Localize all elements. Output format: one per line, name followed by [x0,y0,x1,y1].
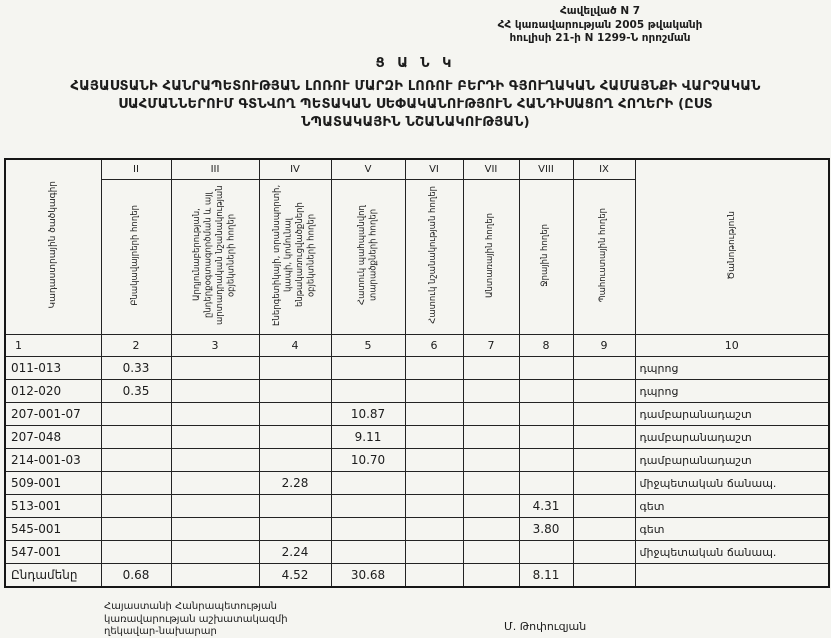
roman-numeral: VII [463,159,519,180]
header-industrial-lands-label: Արդյունաբերության, ընդերքօգտագործման և այլ արտադրական նշանակության օբյեկտների հողեր [192,185,237,325]
cell-cadastral-code: 545-001 [5,518,101,541]
header-reserve-lands [573,180,635,335]
cell-area-value [405,426,463,449]
column-number: 8 [519,335,573,357]
header-special-purpose-lands-label: Հատուկ նշանակության հողեր [428,186,439,324]
header-cadastral-code-label: Կադաստրային ծածկագիր [48,181,59,309]
appendix-header [372,5,828,46]
cell-area-value: 30.68 [331,564,405,588]
cell-area-value: 2.24 [259,541,331,564]
cell-area-value: 4.31 [519,495,573,518]
cell-area-value [259,380,331,403]
cell-area-value [101,403,171,426]
footer-line-3: ղեկավար-նախարար [104,626,217,637]
header-settlement-lands-label: Բնակավայրերի հողեր [130,204,141,306]
cell-area-value [331,357,405,380]
cell-area-value [463,495,519,518]
cell-area-value [463,403,519,426]
cell-area-value: 4.52 [259,564,331,588]
header-protected-areas-lands-label: Հատուկ պահպանվող տարածքների հողեր [356,205,378,305]
header-reserve-lands-label: Պահուստային հողեր [598,207,609,303]
cell-area-value [463,518,519,541]
cell-area-value [405,495,463,518]
cell-area-value [101,518,171,541]
cell-area-value [259,357,331,380]
cell-note: դամբարանադաշտ [635,426,829,449]
cell-area-value [259,426,331,449]
roman-numeral: V [331,159,405,180]
cell-area-value [463,449,519,472]
title-block [0,56,831,133]
header-energy-transport-lands-label: Էներգետիկայի, տրանսպորտի, կապի, կոմունալ ենթակառուցվածքների օբյեկտների հողեր [272,184,317,326]
cell-area-value [171,357,259,380]
cell-area-value [331,472,405,495]
cell-area-value [463,564,519,588]
footer-line-1: Հայաստանի Հանրապետության [104,601,278,612]
cell-area-value [573,564,635,588]
appendix-line-3: հուլիսի 21-ի N 1299-Ն որոշման [509,32,691,45]
cell-area-value [573,449,635,472]
table-row [5,495,829,518]
header-forest-lands [463,180,519,335]
cell-area-value [331,380,405,403]
roman-numeral: VIII [519,159,573,180]
header-forest-lands-label: Անտառային հողեր [485,212,496,298]
column-number: 10 [635,335,829,357]
cell-area-value [405,518,463,541]
cell-area-value [101,541,171,564]
header-note [635,159,829,335]
document-subtitle-line-3: ՆՊԱՏԱԿԱՅԻՆ ՆՇԱՆԱԿՈՒԹՅԱՆ) [301,115,530,131]
cell-area-value [573,495,635,518]
table-row [5,472,829,495]
column-number: 9 [573,335,635,357]
cell-area-value [573,518,635,541]
table-row [5,380,829,403]
roman-numeral: IX [573,159,635,180]
cell-area-value [405,449,463,472]
cell-area-value [573,403,635,426]
cell-cadastral-code: 012-020 [5,380,101,403]
header-energy-transport-lands [259,180,331,335]
cell-note: միջպետական ճանապ. [635,541,829,564]
header-cadastral-code [5,159,101,335]
cell-area-value [463,380,519,403]
cell-area-value [331,495,405,518]
cell-cadastral-code: Ընդամենը [5,564,101,588]
state-lands-table [4,158,830,588]
cell-area-value [171,380,259,403]
cell-area-value [259,403,331,426]
cell-cadastral-code: 513-001 [5,495,101,518]
cell-area-value: 2.28 [259,472,331,495]
cell-area-value [573,380,635,403]
cell-area-value [573,472,635,495]
cell-area-value [259,449,331,472]
cell-area-value [171,449,259,472]
column-number: 3 [171,335,259,357]
cell-area-value [101,495,171,518]
cell-area-value [405,472,463,495]
cell-area-value [573,541,635,564]
cell-note: գետ [635,495,829,518]
cell-area-value [463,541,519,564]
roman-numeral: VI [405,159,463,180]
cell-area-value [519,449,573,472]
column-number-row [5,335,829,357]
table-row [5,449,829,472]
cell-cadastral-code: 011-013 [5,357,101,380]
cell-area-value: 10.70 [331,449,405,472]
column-number: 4 [259,335,331,357]
appendix-line-2: ՀՀ կառավարության 2005 թվականի [497,18,703,31]
cell-area-value [463,472,519,495]
cell-area-value [519,426,573,449]
cell-note: գետ [635,518,829,541]
cell-area-value [171,541,259,564]
roman-numeral: IV [259,159,331,180]
cell-area-value [573,357,635,380]
footer-signatory-block [104,601,288,638]
header-water-lands [519,180,573,335]
cell-area-value [463,357,519,380]
cell-area-value: 9.11 [331,426,405,449]
cell-area-value [171,518,259,541]
cell-cadastral-code: 547-001 [5,541,101,564]
table-row [5,426,829,449]
cell-area-value [101,449,171,472]
cell-area-value [519,357,573,380]
document-subtitle-line-1: ՀԱՅԱՍՏԱՆԻ ՀԱՆՐԱՊԵՏՈՒԹՅԱՆ ԼՈՌՈՒ ՄԱՐԶԻ ԼՈՌՈՒ ԲԵՐԴԻ ԳՅՈՒՂԱԿԱՆ ՀԱՄԱՅՆՔԻ ՎԱՐՉԱԿԱՆ [70,79,761,94]
header-industrial-lands [171,180,259,335]
roman-numeral: III [171,159,259,180]
cell-cadastral-code: 509-001 [5,472,101,495]
cell-area-value [519,472,573,495]
cell-note: դամբարանադաշտ [635,449,829,472]
cell-area-value [331,518,405,541]
column-number: 1 [5,335,101,357]
cell-area-value [259,518,331,541]
cell-note [635,564,829,588]
cell-area-value: 3.80 [519,518,573,541]
table-row [5,357,829,380]
cell-area-value [463,426,519,449]
header-water-lands-label: Ջրային հողեր [540,223,551,287]
cell-area-value [171,472,259,495]
cell-area-value [101,472,171,495]
cell-note: դպրոց [635,357,829,380]
cell-area-value [519,403,573,426]
cell-area-value [519,380,573,403]
cell-cadastral-code: 214-001-03 [5,449,101,472]
table-total-row [5,564,829,588]
cell-area-value: 0.35 [101,380,171,403]
table-row [5,518,829,541]
cell-area-value [171,426,259,449]
cell-area-value: 0.33 [101,357,171,380]
cell-note: դամբարանադաշտ [635,403,829,426]
document-subtitle-line-2: ՍԱՀՄԱՆՆԵՐՈՒՄ ԳՏՆՎՈՂ ՊԵՏԱԿԱՆ ՍԵՓԱԿԱՆՈՒԹՅՈՒՆ ՀԱՆԴԻՍԱՑՈՂ ՀՈՂԵՐԻ (ԸՍՏ [118,97,713,113]
cell-area-value [331,541,405,564]
header-note-label: Ծանոթություն [726,210,737,280]
column-number: 2 [101,335,171,357]
cell-area-value [405,357,463,380]
column-number: 6 [405,335,463,357]
cell-note: դպրոց [635,380,829,403]
column-number: 7 [463,335,519,357]
cell-area-value [171,403,259,426]
cell-area-value [519,541,573,564]
cell-area-value [405,541,463,564]
cell-area-value [259,495,331,518]
cell-area-value [405,564,463,588]
cell-area-value: 0.68 [101,564,171,588]
cell-cadastral-code: 207-001-07 [5,403,101,426]
roman-numeral-row [5,159,829,180]
table-row [5,541,829,564]
header-special-purpose-lands [405,180,463,335]
signature-name: Մ. Թոփուզյան [504,620,587,633]
cell-note: միջպետական ճանապ. [635,472,829,495]
cell-area-value [171,495,259,518]
cell-area-value [171,564,259,588]
table-body [5,357,829,588]
cell-area-value [573,426,635,449]
header-protected-areas-lands [331,180,405,335]
cell-area-value [101,426,171,449]
cell-cadastral-code: 207-048 [5,426,101,449]
column-number: 5 [331,335,405,357]
table-row [5,403,829,426]
document-heading: Ց Ա Ն Կ [375,56,456,71]
appendix-line-1: Հավելված N 7 [559,5,641,17]
cell-area-value [405,380,463,403]
cell-area-value: 8.11 [519,564,573,588]
header-settlement-lands [101,180,171,335]
roman-numeral: II [101,159,171,180]
cell-area-value [405,403,463,426]
footer-line-2: կառավարության աշխատակազմի [104,613,288,625]
cell-area-value: 10.87 [331,403,405,426]
